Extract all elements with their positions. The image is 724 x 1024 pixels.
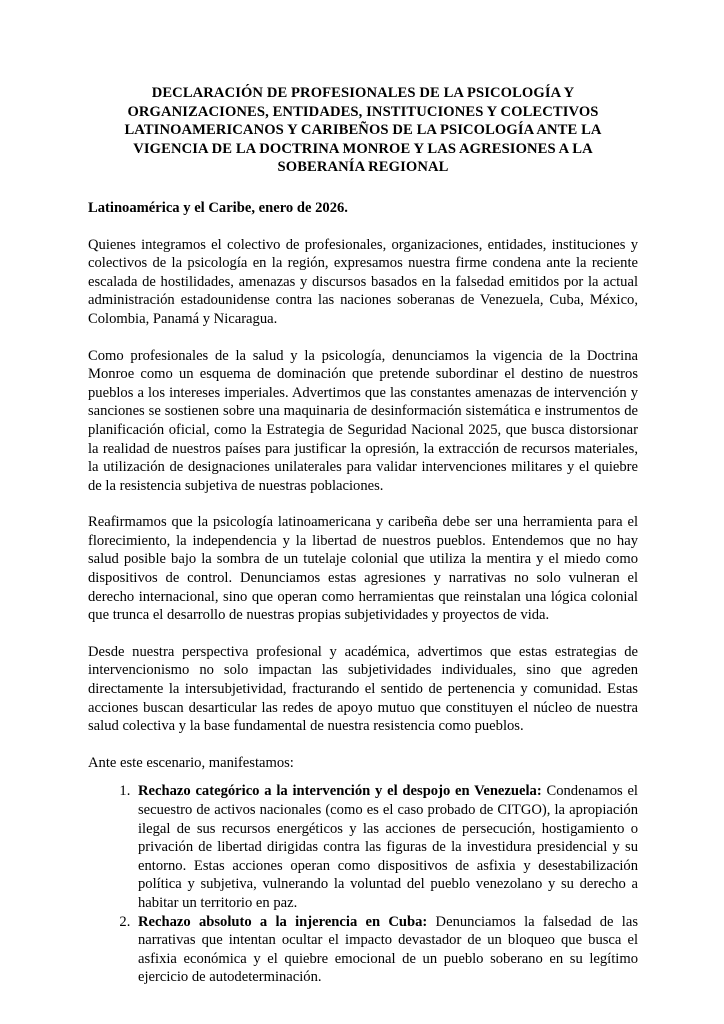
dateline: Latinoamérica y el Caribe, enero de 2026. (88, 199, 348, 216)
claim-item-venezuela (134, 782, 638, 912)
title-line-4: VIGENCIA DE LA DOCTRINA MONROE Y LAS AGRESIONES A LA (133, 140, 593, 157)
paragraph-3: Reafirmamos que la psicología latinoamericana y caribeña debe ser una herramienta para el florecimiento, la independencia y la libertad de nuestros pueblos. Entendemos que no hay salud posible bajo la sombra de un tutelaje colonial que utiliza la mentira y el miedo como dispositivos de control. Denunciamos estas agresiones y narrativas no solo vulneran el derecho internacional, sino que operan como herramientas que reinstalan una lógica colonial que trunca el desarrollo de nuestras propias subjetividades y proyectos de vida. (88, 514, 638, 624)
claim-item-cuba (134, 913, 638, 987)
paragraph-4: Desde nuestra perspectiva profesional y académica, advertimos que estas estrategias de intervencionismo no solo impactan las subjetividades individuales, sino que agreden directamente la intersubjetividad, fracturando el sentido de pertenencia y comunidad. Estas acciones buscan desarticular las redes de apoyo mutuo que constituyen el núcleo de nuestra salud colectiva y la base fundamental de nuestra resistencia como pueblos. (88, 643, 638, 735)
title-line-1: DECLARACIÓN DE PROFESIONALES DE LA PSICOLOGÍA Y (151, 85, 575, 101)
paragraph-1: Quienes integramos el colectivo de profesionales, organizaciones, entidades, instituciones y colectivos de la psicología en la región, expresamos nuestra firme condena ante la reciente escalada de hostilidades, amenazas y discursos basados en la falsedad emitidos por la actual administración estadounidense contra las naciones soberanas de Venezuela, Cuba, México, Colombia, Panamá y Nicaragua. (88, 236, 638, 327)
title-line-2: ORGANIZACIONES, ENTIDADES, INSTITUCIONES Y COLECTIVOS (127, 103, 599, 120)
claim-heading: Rechazo absoluto a la injerencia en Cuba: (138, 913, 428, 930)
title-line-3: LATINOAMERICANOS Y CARIBEÑOS DE LA PSICOLOGÍA ANTE LA (124, 122, 602, 139)
paragraph-2: Como profesionales de la salud y la psicología, denunciamos la vigencia de la Doctrina Monroe como un esquema de dominación que pretende subordinar el destino de nuestros pueblos a los intereses imperiales. Advertimos que las constantes amenazas de intervención y sanciones se sostienen sobre una maquinaria de desinformación sistemática e instrumentos de planificación oficial, como la Estrategia de Seguridad Nacional 2025, que busca distorsionar la realidad de nuestros países para justificar la opresión, la extracción de recursos materiales, la utilización de designaciones unilaterales para validar intervenciones militares y el quiebre de la resistencia subjetiva de nuestras poblaciones. (88, 347, 638, 494)
page-title (88, 84, 638, 177)
claims-list (88, 782, 638, 987)
claim-text: Denunciamos la falsedad de las narrativas que intentan ocultar el impacto devastador de un bloqueo que busca el asfixia económica y el quiebre emocional de un pueblo soberano en su legítimo ejercicio de autodeterminación. (138, 913, 638, 986)
list-intro: Ante este escenario, manifestamos: (88, 754, 294, 771)
claim-text: Condenamos el secuestro de activos nacionales (como es el caso probado de CITGO), la apropiación ilegal de sus recursos energéticos y las acciones de persecución, hostigamiento o privación de libertad dirigidas contra las figuras de la investidura presidencial y su entorno. Estas acciones operan como dispositivos de asfixia y desestabilización política y subjetiva, vulnerando la voluntad del pueblo venezolano y su derecho a habitar un territorio en paz. (138, 783, 638, 911)
title-line-5: SOBERANÍA REGIONAL (277, 159, 449, 176)
claim-heading: Rechazo categórico a la intervención y el despojo en Venezuela: (138, 783, 542, 800)
